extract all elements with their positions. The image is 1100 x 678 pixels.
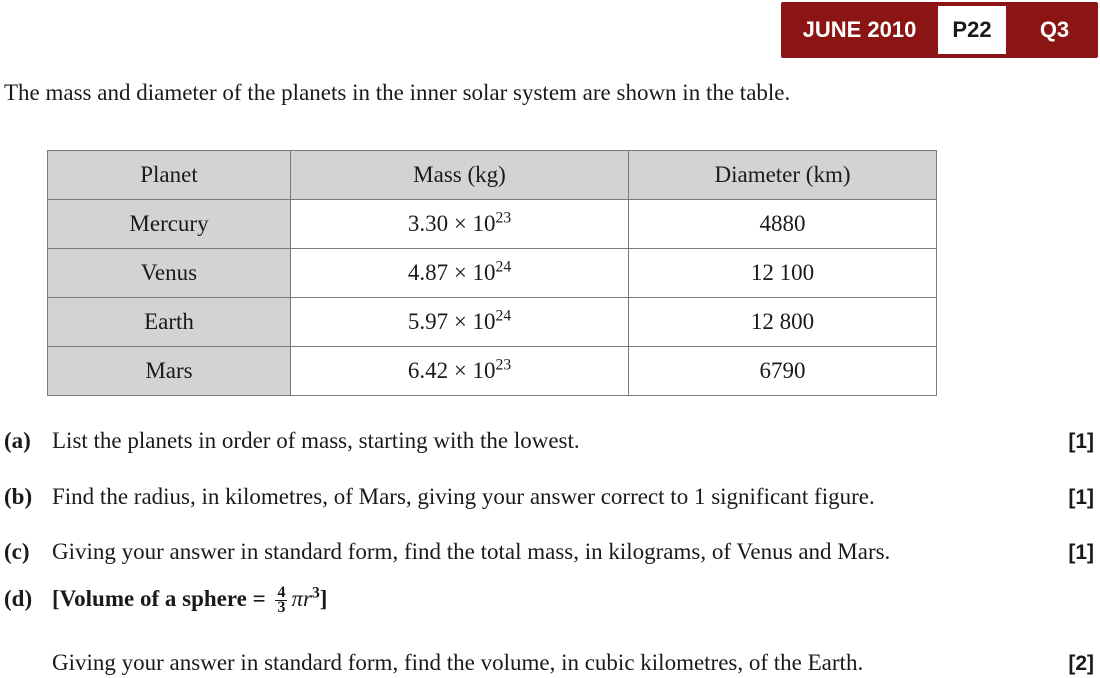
table-row bbox=[48, 298, 937, 347]
marks-a: [1] bbox=[1068, 430, 1094, 453]
question-label: (c) bbox=[4, 539, 30, 564]
planet-diameter: 6790 bbox=[629, 347, 937, 396]
planet-name: Venus bbox=[48, 249, 291, 298]
exam-date: JUNE 2010 bbox=[802, 17, 917, 42]
header-mass: Mass (kg) bbox=[291, 151, 629, 200]
planet-table bbox=[47, 150, 937, 396]
planet-mass: $4.87 \times 10^{24}$ bbox=[291, 249, 629, 298]
planet-name: Mercury bbox=[48, 200, 291, 249]
header-diameter: Diameter (km) bbox=[629, 151, 937, 200]
planet-name: Mars bbox=[48, 347, 291, 396]
question-text: List the planets in order of mass, starting with the lowest. bbox=[52, 428, 580, 453]
intro-text: The mass and diameter of the planets in the inner solar system are shown in the table. bbox=[4, 80, 791, 105]
header-planet: Planet bbox=[48, 151, 291, 200]
planet-diameter: 12 100 bbox=[629, 249, 937, 298]
formula-prefix: [Volume of a sphere = bbox=[52, 586, 266, 611]
marks-b: [1] bbox=[1068, 486, 1094, 509]
planet-diameter: 4880 bbox=[629, 200, 937, 249]
formula-exponent: 3 bbox=[311, 584, 320, 602]
marks-c: [1] bbox=[1068, 541, 1094, 564]
table-row bbox=[48, 347, 937, 396]
question-b bbox=[4, 484, 875, 510]
question-badge bbox=[781, 2, 1098, 58]
question-text: Find the radius, in kilometres, of Mars, giving your answer correct to 1 significant figure. bbox=[52, 484, 875, 509]
fraction: $\frac{4}{3}$ bbox=[277, 584, 286, 617]
planet-mass: $6.42 \times 10^{23}$ bbox=[291, 347, 629, 396]
question-d-formula bbox=[4, 586, 327, 615]
formula-suffix: ] bbox=[319, 586, 328, 611]
paper-code: P22 bbox=[938, 6, 1006, 54]
pi-r: πr bbox=[291, 586, 312, 611]
question-text: Giving your answer in standard form, find the total mass, in kilograms, of Venus and Mars. bbox=[52, 539, 891, 564]
planet-mass: $3.30 \times 10^{23}$ bbox=[291, 200, 629, 249]
question-label: (d) bbox=[4, 586, 33, 611]
table-header-row bbox=[48, 151, 937, 200]
question-label: (a) bbox=[4, 428, 31, 453]
question-c bbox=[4, 539, 890, 565]
marks-d: [2] bbox=[1068, 652, 1094, 675]
table-row bbox=[48, 249, 937, 298]
question-a bbox=[4, 428, 580, 454]
question-label: (b) bbox=[4, 484, 33, 509]
table-row bbox=[48, 200, 937, 249]
planet-diameter: 12 800 bbox=[629, 298, 937, 347]
question-number: Q3 bbox=[1039, 17, 1070, 42]
question-d-text: Giving your answer in standard form, find the volume, in cubic kilometres, of the Earth. bbox=[52, 650, 864, 675]
planet-name: Earth bbox=[48, 298, 291, 347]
planet-mass: $5.97 \times 10^{24}$ bbox=[291, 298, 629, 347]
